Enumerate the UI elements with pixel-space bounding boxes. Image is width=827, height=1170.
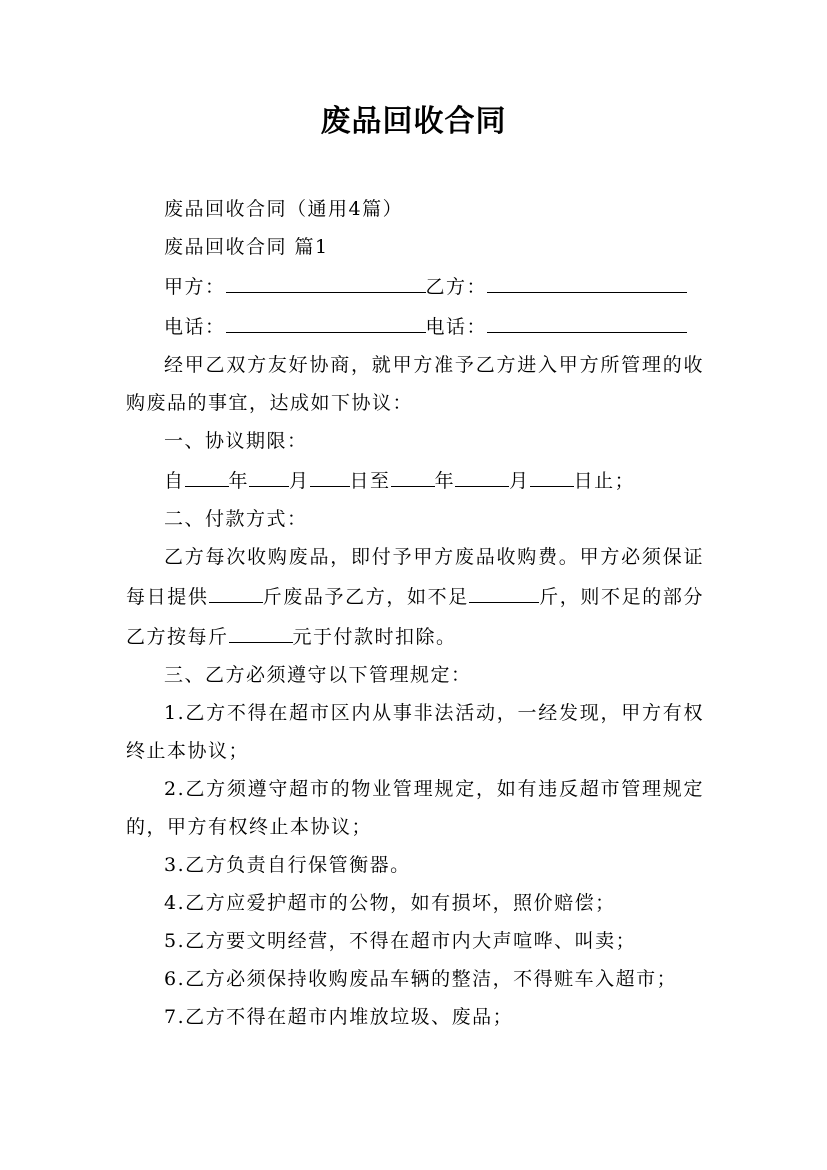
date-year2-text: 年: [434, 470, 456, 492]
paragraph-rule-7: 7.乙方不得在超市内堆放垃圾、废品；: [164, 1006, 514, 1028]
paragraph-section-heading: 废品回收合同 篇1: [164, 236, 329, 258]
party-a-label: 甲方：: [164, 276, 226, 298]
paragraph-subtitle: 废品回收合同（通用4篇）: [164, 198, 404, 220]
start-month-blank: [249, 460, 289, 487]
phone-a-label: 电话：: [164, 316, 226, 338]
paragraph-parties: [126, 266, 704, 306]
end-month-blank: [455, 460, 509, 487]
document-title: 废品回收合同: [320, 104, 507, 139]
daily-amount-blank: [209, 576, 263, 603]
payment-text-1: 乙方每次收购废品，即付予甲方废品收购费。甲方必须保证每日提供: [126, 546, 704, 608]
payment-text-3: 斤，则不足的部分乙方按每斤: [126, 586, 704, 648]
payment-text-2: 斤废品予乙方，如不足: [262, 586, 469, 608]
paragraph-term-heading: 一、协议期限：: [164, 430, 308, 452]
date-from-text: 自: [164, 470, 185, 492]
date-day2-text: 日止；: [573, 470, 636, 492]
phone-b-blank: [487, 306, 687, 333]
phone-b-label: 电话：: [425, 316, 488, 338]
end-year-blank: [391, 460, 435, 487]
paragraph-intro: 经甲乙双方友好协商，就甲方准予乙方进入甲方所管理的收购废品的事宜，达成如下协议：: [126, 354, 704, 414]
date-month2-text: 月: [509, 470, 530, 492]
party-a-blank: [226, 266, 426, 293]
document-body: [126, 190, 704, 1036]
paragraph-rules-heading: 三、乙方必须遵守以下管理规定：: [164, 664, 472, 686]
paragraph-term-dates: [126, 460, 704, 500]
paragraph-rule-5: 5.乙方要文明经营，不得在超市内大声喧哗、叫卖；: [164, 930, 637, 952]
paragraph-rule-6: 6.乙方必须保持收购废品车辆的整洁，不得赃车入超市；: [164, 968, 678, 990]
payment-text-4: 元于付款时扣除。: [292, 626, 457, 648]
price-per-jin-blank: [229, 616, 293, 643]
date-month1-text: 月: [289, 470, 310, 492]
party-b-blank: [487, 266, 687, 293]
date-day1-text: 日至: [349, 470, 391, 492]
paragraph-rule-1: 1.乙方不得在超市区内从事非法活动，一经发现，甲方有权终止本协议；: [126, 702, 704, 762]
phone-a-blank: [226, 306, 426, 333]
date-year1-text: 年: [228, 470, 250, 492]
paragraph-rule-4: 4.乙方应爱护超市的公物，如有损坏，照价赔偿；: [164, 892, 616, 914]
paragraph-phones: [126, 306, 704, 346]
end-day-blank: [530, 460, 574, 487]
party-b-label: 乙方：: [425, 276, 488, 298]
shortfall-amount-blank: [469, 576, 539, 603]
paragraph-payment-heading: 二、付款方式：: [164, 508, 308, 530]
paragraph-rule-2: 2.乙方须遵守超市的物业管理规定，如有违反超市管理规定的，甲方有权终止本协议；: [126, 778, 704, 838]
paragraph-payment-terms: [126, 538, 704, 656]
start-day-blank: [310, 460, 350, 487]
paragraph-rule-3: 3.乙方负责自行保管衡器。: [164, 854, 411, 876]
start-year-blank: [185, 460, 229, 487]
